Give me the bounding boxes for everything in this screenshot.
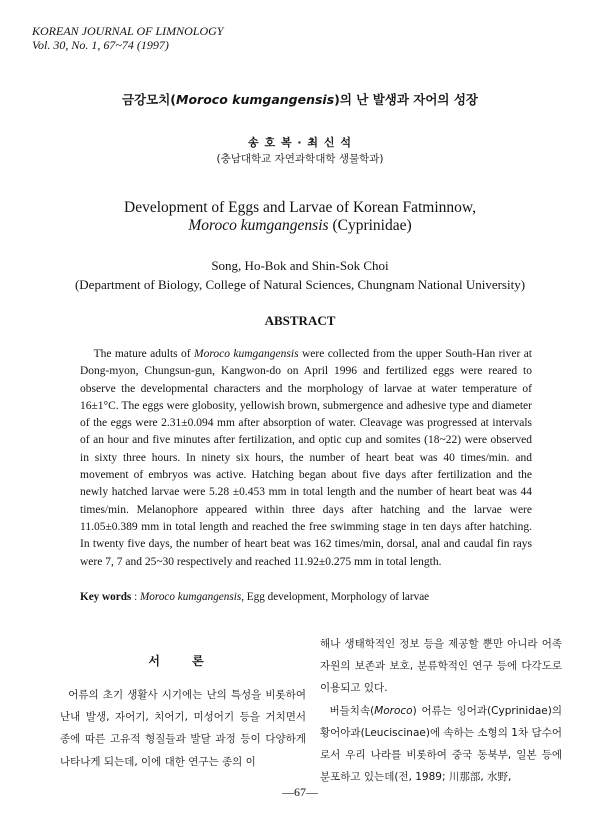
intro-paragraph-2 (320, 700, 562, 789)
english-title-family: (Cyprinidae) (328, 217, 412, 234)
english-title-line2 (0, 217, 600, 235)
introduction-heading: 서 론 (148, 654, 218, 668)
korean-title-species: Moroco kumgangensis (176, 92, 335, 107)
korean-authors: 송 호 복 · 최 신 석 (248, 136, 352, 149)
keywords-separator: : (131, 591, 140, 603)
page-number: —67— (282, 785, 318, 799)
keywords (80, 590, 550, 604)
abstract-lead: The mature adults of (93, 348, 195, 360)
journal-header (32, 24, 223, 52)
korean-affiliation: (충남대학교 자연과학대학 생물학과) (216, 153, 384, 165)
abstract-species: Moroco kumgangensis (194, 348, 299, 360)
journal-name: KOREAN JOURNAL OF LIMNOLOGY (32, 24, 224, 38)
korean-title (0, 90, 600, 108)
english-title-species: Moroco kumgangensis (188, 217, 329, 234)
english-authors: Song, Ho-Bok and Shin-Sok Choi (211, 258, 389, 273)
intro-para2-post: ) 어류는 잉어과(Cyprinidae)의 황어아과(Leuciscinae)에 속하는 소형의 1차 담수어로서 우리 나라를 비롯하여 중국 동북부, 일본 등에 분포하고 있는데(전, 1989; 川那部, 水野, (320, 704, 562, 784)
intro-left-text: 어류의 초기 생활사 시기에는 난의 특성을 비롯하여 난내 발생, 자어기, 치어기, 미성어기 등을 거치면서 종에 따른 고유적 형질들과 발달 과정 등이 다양하게 나타나게 되는데, 이에 대한 연구는 종의 이 (60, 689, 306, 768)
english-title-line1: Development of Eggs and Larvae of Korean Fatminnow, (124, 199, 476, 216)
abstract-body: were collected from the upper South-Han river at Dong-myon, Chungsun-gun, Kangwon-do on April 1996 and fertilized eggs were reared to observe the developmental characters and the morphology of larvae at water temperature of 16±1°C. The eggs were globosity, yellowish brown, submergence and adhesive type and diameter of the eggs were 2.31±0.094 mm after absorption of water. Cleavage was progressed at intervals of an hour and five minutes after fertilization, and optic cup and somites (18~22) were observed in sixty three hours. In ninety six hours, the number of heart beat was 40 times/min. and movement of embryos was active. Hatching began about five days after fertilization and the newly hatched larvae were 5.28 ±0.453 mm in total length and the number of heart beat was 44 times/min. Melanophore appeared within three days after hatching and the larvae were 11.05±0.389 mm in total length and reached the free swimming stage in ten days after hatching. In twenty five days, the number of heart beat was 162 times/min, dorsal, anal and caudal fin rays were 7, 7 and 25~30 respectively and reached 11.92±0.275 mm in total length. (80, 348, 532, 568)
english-affiliation: (Department of Biology, College of Natural Sciences, Chungnam National University) (74, 277, 526, 292)
right-column (320, 633, 562, 788)
korean-title-pre: 금강모치( (121, 92, 176, 107)
left-column (60, 650, 306, 773)
korean-title-post: )의 난 발생과 자어의 성장 (334, 92, 479, 107)
intro-paragraph-1 (60, 684, 306, 773)
intro-paragraph-1-cont: 해나 생태학적인 정보 등을 제공할 뿐만 아니라 어족자원의 보존과 보호, 분류학적인 연구 등에 다각도로 이용되고 있다. (320, 638, 562, 695)
keywords-rest: , Egg development, Morphology of larvae (241, 591, 430, 603)
intro-para2-pre: 버들치속( (329, 704, 375, 717)
journal-citation: Vol. 30, No. 1, 67~74 (1997) (32, 38, 169, 52)
english-title (0, 199, 600, 235)
keywords-label: Key words (80, 591, 132, 603)
keywords-species: Moroco kumgangensis (139, 591, 242, 603)
abstract-heading: ABSTRACT (264, 313, 336, 328)
intro-para2-genus: Moroco (374, 704, 413, 717)
abstract-text (80, 346, 532, 571)
